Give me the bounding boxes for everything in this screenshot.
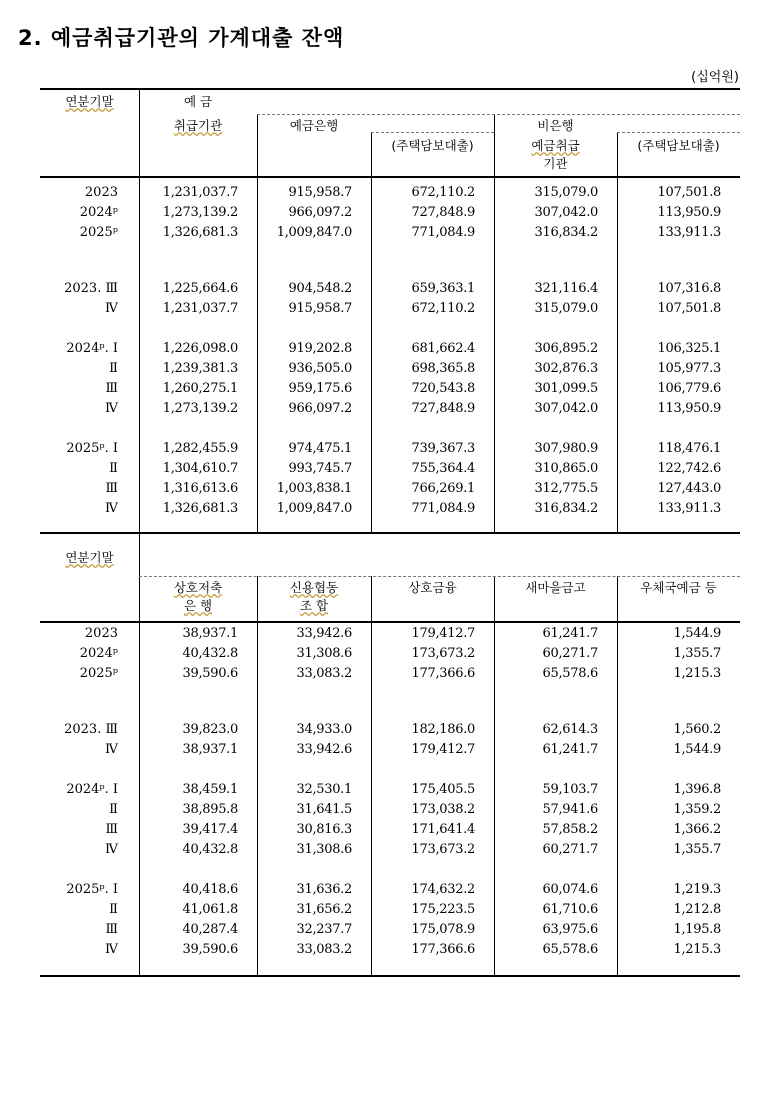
- header-mutual-finance: 상호금융: [408, 580, 457, 595]
- row-value: 40,418.6: [182, 882, 238, 897]
- row-value: 1,215.3: [673, 942, 721, 957]
- row-period-label: 2023: [84, 185, 118, 200]
- row-value: 31,308.6: [296, 646, 352, 661]
- row-value: 33,083.2: [296, 942, 352, 957]
- row-value: 63,975.6: [542, 922, 598, 937]
- row-period-label: 2023. Ⅲ: [64, 281, 118, 296]
- row-value: 105,977.3: [657, 361, 721, 376]
- row-value: 38,895.8: [182, 802, 238, 817]
- top-table-header-border: [40, 176, 740, 178]
- header-mortgage-non-bank: (주택담보대출): [637, 138, 720, 153]
- row-value: 179,412.7: [411, 626, 475, 641]
- row-value: 174,632.2: [411, 882, 475, 897]
- row-value: 1,560.2: [673, 722, 721, 737]
- row-value: 33,942.6: [296, 626, 352, 641]
- row-value: 1,316,613.6: [162, 481, 238, 496]
- row-value: 720,543.8: [411, 381, 475, 396]
- row-period-label: Ⅱ: [109, 902, 118, 917]
- row-value: 1,355.7: [673, 646, 721, 661]
- table-row: [40, 802, 740, 822]
- top-table: [40, 88, 740, 534]
- row-value: 31,636.2: [296, 882, 352, 897]
- row-period-label: Ⅱ: [109, 361, 118, 376]
- row-value: 1,225,664.6: [162, 281, 238, 296]
- row-value: 60,074.6: [542, 882, 598, 897]
- row-value: 33,083.2: [296, 666, 352, 681]
- row-value: 698,365.8: [411, 361, 475, 376]
- header-deposit-banks: 예금은행: [289, 118, 339, 133]
- row-value: 175,223.5: [411, 902, 475, 917]
- row-period-label: Ⅳ: [105, 942, 118, 957]
- table-row: [40, 942, 740, 962]
- row-value: 107,501.8: [657, 301, 721, 316]
- row-period-label: Ⅱ: [109, 461, 118, 476]
- table-row: [40, 185, 740, 205]
- row-value: 106,325.1: [657, 341, 721, 356]
- row-value: 1,359.2: [673, 802, 721, 817]
- row-value: 301,099.5: [534, 381, 598, 396]
- row-period-label: 2025ᵖ: [79, 225, 118, 240]
- row-value: 1,231,037.7: [162, 185, 238, 200]
- row-value: 959,175.6: [288, 381, 352, 396]
- row-value: 39,823.0: [182, 722, 238, 737]
- row-value: 32,530.1: [296, 782, 352, 797]
- row-value: 133,911.3: [657, 501, 721, 516]
- table-row: [40, 205, 740, 225]
- header-deposit-institutions: 예 금: [183, 94, 213, 109]
- table-row: [40, 361, 740, 381]
- row-value: 39,417.4: [182, 822, 238, 837]
- row-value: 179,412.7: [411, 742, 475, 757]
- row-period-label: 2025ᵖ. Ⅰ: [66, 441, 118, 456]
- row-value: 118,476.1: [657, 441, 721, 456]
- row-value: 33,942.6: [296, 742, 352, 757]
- bottom-table-header-border: [40, 621, 740, 623]
- table-row: [40, 666, 740, 686]
- row-value: 60,271.7: [542, 646, 598, 661]
- header-non-bank: 예금취급: [531, 138, 580, 153]
- header-community-credit: 새마을금고: [525, 580, 586, 595]
- row-value: 681,662.4: [411, 341, 475, 356]
- row-value: 993,745.7: [288, 461, 352, 476]
- row-period-label: 2025ᵖ. Ⅰ: [66, 882, 118, 897]
- row-value: 1,396.8: [673, 782, 721, 797]
- row-value: 177,366.6: [411, 666, 475, 681]
- row-period-label: Ⅲ: [105, 822, 118, 837]
- row-value: 321,116.4: [534, 281, 598, 296]
- row-period-label: 2024ᵖ: [79, 646, 118, 661]
- top-table-dash: [257, 114, 740, 115]
- row-value: 31,308.6: [296, 842, 352, 857]
- table-row: [40, 461, 740, 481]
- header-non-bank: 기관: [543, 156, 568, 171]
- row-value: 32,237.7: [296, 922, 352, 937]
- row-value: 727,848.9: [411, 205, 475, 220]
- row-value: 122,742.6: [657, 461, 721, 476]
- top-table-dash: [371, 132, 494, 133]
- row-value: 127,443.0: [657, 481, 721, 496]
- row-period-label: 2023. Ⅲ: [64, 722, 118, 737]
- row-value: 39,590.6: [182, 666, 238, 681]
- row-period-label: Ⅲ: [105, 922, 118, 937]
- row-value: 1,544.9: [673, 742, 721, 757]
- row-value: 182,186.0: [411, 722, 475, 737]
- row-value: 62,614.3: [542, 722, 598, 737]
- row-value: 1,215.3: [673, 666, 721, 681]
- row-value: 966,097.2: [288, 205, 352, 220]
- row-value: 1,273,139.2: [162, 401, 238, 416]
- row-value: 316,834.2: [534, 225, 598, 240]
- row-value: 61,710.6: [542, 902, 598, 917]
- row-value: 40,432.8: [182, 646, 238, 661]
- row-value: 1,226,098.0: [162, 341, 238, 356]
- row-value: 1,366.2: [673, 822, 721, 837]
- row-value: 173,673.2: [411, 842, 475, 857]
- row-value: 1,009,847.0: [276, 225, 352, 240]
- row-value: 315,079.0: [534, 301, 598, 316]
- row-value: 771,084.9: [411, 225, 475, 240]
- row-value: 39,590.6: [182, 942, 238, 957]
- row-value: 1,260,275.1: [162, 381, 238, 396]
- header-savings-banks: 은 행: [183, 598, 213, 613]
- row-period-label: 2025ᵖ: [79, 666, 118, 681]
- row-value: 1,219.3: [673, 882, 721, 897]
- row-value: 65,578.6: [542, 942, 598, 957]
- row-value: 171,641.4: [411, 822, 475, 837]
- row-value: 1,282,455.9: [162, 441, 238, 456]
- header-period: 연분기말: [65, 550, 114, 565]
- table-row: [40, 822, 740, 842]
- row-value: 34,933.0: [296, 722, 352, 737]
- row-value: 40,287.4: [182, 922, 238, 937]
- row-value: 38,459.1: [182, 782, 238, 797]
- table-row: [40, 626, 740, 646]
- table-row: [40, 922, 740, 942]
- row-value: 1,003,838.1: [276, 481, 352, 496]
- row-value: 771,084.9: [411, 501, 475, 516]
- row-value: 41,061.8: [182, 902, 238, 917]
- row-value: 173,038.2: [411, 802, 475, 817]
- row-period-label: 2023: [84, 626, 118, 641]
- row-period-label: Ⅲ: [105, 481, 118, 496]
- page-title: 2. 예금취급기관의 가계대출 잔액: [18, 26, 345, 50]
- row-period-label: Ⅲ: [105, 381, 118, 396]
- bottom-table-dash: [139, 576, 740, 577]
- row-value: 915,958.7: [288, 301, 352, 316]
- row-period-label: Ⅱ: [109, 802, 118, 817]
- row-value: 1,212.8: [673, 902, 721, 917]
- row-value: 966,097.2: [288, 401, 352, 416]
- row-value: 307,042.0: [534, 205, 598, 220]
- row-value: 1,009,847.0: [276, 501, 352, 516]
- row-period-label: Ⅳ: [105, 742, 118, 757]
- row-value: 310,865.0: [534, 461, 598, 476]
- row-value: 173,673.2: [411, 646, 475, 661]
- row-period-label: Ⅳ: [105, 301, 118, 316]
- row-value: 1,304,610.7: [162, 461, 238, 476]
- row-value: 59,103.7: [542, 782, 598, 797]
- row-value: 302,876.3: [534, 361, 598, 376]
- row-period-label: 2024ᵖ. Ⅰ: [66, 341, 118, 356]
- table-row: [40, 381, 740, 401]
- row-value: 1,544.9: [673, 626, 721, 641]
- row-value: 175,405.5: [411, 782, 475, 797]
- row-value: 40,432.8: [182, 842, 238, 857]
- top-table-top-border: [40, 88, 740, 90]
- row-value: 113,950.9: [657, 401, 721, 416]
- row-value: 306,895.2: [534, 341, 598, 356]
- row-value: 60,271.7: [542, 842, 598, 857]
- row-value: 739,367.3: [411, 441, 475, 456]
- top-table-dash: [617, 132, 740, 133]
- table-row: [40, 401, 740, 421]
- header-period: 연분기말: [65, 94, 114, 109]
- row-value: 904,548.2: [288, 281, 352, 296]
- row-value: 1,273,139.2: [162, 205, 238, 220]
- row-period-label: Ⅳ: [105, 501, 118, 516]
- table-row: [40, 722, 740, 742]
- row-value: 38,937.1: [182, 742, 238, 757]
- header-mortgage-banks: (주택담보대출): [391, 138, 474, 153]
- table-row: [40, 882, 740, 902]
- row-value: 727,848.9: [411, 401, 475, 416]
- row-value: 175,078.9: [411, 922, 475, 937]
- row-value: 312,775.5: [534, 481, 598, 496]
- row-value: 672,110.2: [411, 185, 475, 200]
- table-row: [40, 301, 740, 321]
- row-value: 974,475.1: [288, 441, 352, 456]
- row-period-label: 2024ᵖ. Ⅰ: [66, 782, 118, 797]
- row-value: 919,202.8: [288, 341, 352, 356]
- table-row: [40, 481, 740, 501]
- row-value: 38,937.1: [182, 626, 238, 641]
- unit-label: (십억원): [691, 70, 739, 85]
- table-row: [40, 501, 740, 521]
- row-value: 915,958.7: [288, 185, 352, 200]
- row-period-label: Ⅳ: [105, 401, 118, 416]
- row-value: 307,980.9: [534, 441, 598, 456]
- row-period-label: Ⅳ: [105, 842, 118, 857]
- row-value: 65,578.6: [542, 666, 598, 681]
- row-value: 113,950.9: [657, 205, 721, 220]
- row-value: 755,364.4: [411, 461, 475, 476]
- row-value: 316,834.2: [534, 501, 598, 516]
- row-value: 57,941.6: [542, 802, 598, 817]
- row-value: 659,363.1: [411, 281, 475, 296]
- table-row: [40, 842, 740, 862]
- table-row: [40, 902, 740, 922]
- row-value: 936,505.0: [288, 361, 352, 376]
- header-credit-unions: 조 합: [299, 598, 329, 613]
- row-value: 307,042.0: [534, 401, 598, 416]
- row-value: 1,239,381.3: [162, 361, 238, 376]
- header-credit-unions: 신용협동: [289, 580, 339, 595]
- row-value: 57,858.2: [542, 822, 598, 837]
- bottom-table: [40, 534, 740, 978]
- row-value: 1,355.7: [673, 842, 721, 857]
- row-value: 1,195.8: [673, 922, 721, 937]
- row-value: 133,911.3: [657, 225, 721, 240]
- row-value: 1,326,681.3: [162, 225, 238, 240]
- row-value: 177,366.6: [411, 942, 475, 957]
- row-value: 106,779.6: [657, 381, 721, 396]
- row-value: 107,501.8: [657, 185, 721, 200]
- row-value: 31,641.5: [296, 802, 352, 817]
- row-value: 1,326,681.3: [162, 501, 238, 516]
- row-value: 61,241.7: [542, 742, 598, 757]
- table-row: [40, 646, 740, 666]
- row-value: 672,110.2: [411, 301, 475, 316]
- row-value: 61,241.7: [542, 626, 598, 641]
- header-savings-banks: 상호저축: [173, 580, 223, 595]
- row-period-label: 2024ᵖ: [79, 205, 118, 220]
- table-row: [40, 742, 740, 762]
- row-value: 315,079.0: [534, 185, 598, 200]
- row-value: 31,656.2: [296, 902, 352, 917]
- table-row: [40, 441, 740, 461]
- row-value: 766,269.1: [411, 481, 475, 496]
- row-value: 1,231,037.7: [162, 301, 238, 316]
- table-row: [40, 341, 740, 361]
- header-postal-deposits: 우체국예금 등: [640, 580, 717, 595]
- bottom-table-bottom-border: [40, 975, 740, 977]
- row-value: 107,316.8: [657, 281, 721, 296]
- row-value: 30,816.3: [296, 822, 352, 837]
- header-non-bank: 비은행: [537, 118, 574, 133]
- header-deposit-institutions: 취급기관: [173, 118, 223, 133]
- table-row: [40, 281, 740, 301]
- table-row: [40, 225, 740, 245]
- table-row: [40, 782, 740, 802]
